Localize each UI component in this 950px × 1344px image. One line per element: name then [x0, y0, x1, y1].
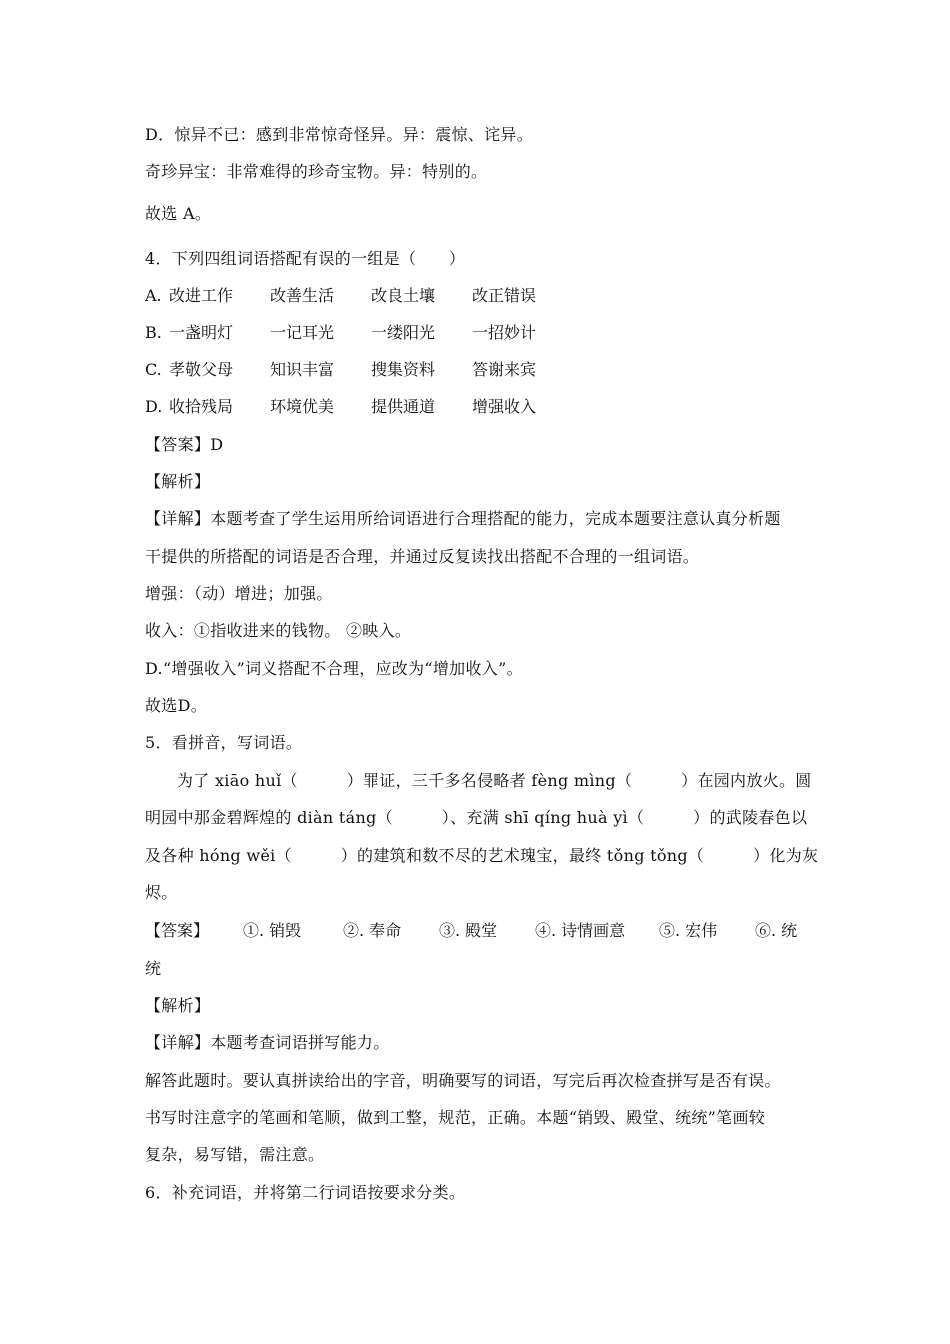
option-label: C.: [145, 360, 162, 379]
answer-wrap: 统: [145, 959, 162, 978]
question-5-text: 烬。: [145, 883, 178, 902]
option-word: 改善生活: [270, 286, 335, 305]
option-word: 孝敬父母: [169, 360, 234, 379]
question-4: 4．下列四组词语搭配有误的一组是（ ）: [145, 249, 466, 268]
option-word: 环境优美: [270, 397, 335, 416]
option-d: [145, 396, 573, 418]
option-word: 一记耳光: [270, 323, 335, 342]
text-line: D．惊异不已：感到非常惊奇怪异。异：震惊、诧异。: [145, 125, 534, 144]
text-line: 奇珍异宝：非常难得的珍奇宝物。异：特别的。: [145, 162, 488, 181]
detail-line: 增强：（动）增进；加强。: [145, 584, 333, 603]
detail-line: 书写时注意字的笔画和笔顺，做到工整，规范，正确。本题“销毁、殿堂、统统”笔画较: [145, 1108, 766, 1127]
question-5: 5．看拼音，写词语。: [145, 733, 303, 752]
option-word: 改正错误: [472, 286, 537, 305]
detail-line: 故选D。: [145, 696, 208, 715]
analysis-heading: 【解析】: [145, 996, 211, 1015]
option-word: 提供通道: [371, 397, 436, 416]
answer-item: ⑥. 统: [755, 921, 798, 940]
option-word: 改良土壤: [371, 286, 436, 305]
option-word: 一缕阳光: [371, 323, 436, 342]
detail-line: D.“增强收入”词义搭配不合理，应改为“增加收入”。: [145, 659, 523, 678]
option-word: 知识丰富: [270, 360, 335, 379]
detail-line: 【详解】本题考查了学生运用所给词语进行合理搭配的能力，完成本题要注意认真分析题: [145, 509, 781, 528]
answer-item: ⑤. 宏伟: [659, 921, 718, 940]
detail-line: 收入：①指收进来的钱物。 ②映入。: [145, 621, 412, 640]
answer-label: 【答案】: [145, 921, 210, 940]
question-5-text: 明园中那金碧辉煌的 diàn táng（ ）、充满 shī qíng huà yì（ ）的武陵春色以: [145, 808, 808, 827]
answer-line: 【答案】D: [145, 435, 224, 454]
answer-item: ②. 奉命: [343, 921, 402, 940]
detail-line: 干提供的所搭配的词语是否合理，并通过反复读找出搭配不合理的一组词语。: [145, 547, 700, 566]
answer-item: ①. 销毁: [243, 921, 302, 940]
question-6: 6．补充词语，并将第二行词语按要求分类。: [145, 1183, 466, 1202]
option-word: 收拾残局: [169, 397, 234, 416]
detail-line: 解答此题时。要认真拼读给出的字音，明确要写的词语，写完后再次检查拼写是否有误。: [145, 1071, 781, 1090]
answer-item: ③. 殿堂: [439, 921, 498, 940]
answer-item: ④. 诗情画意: [535, 921, 626, 940]
option-word: 搜集资料: [371, 360, 436, 379]
option-word: 增强收入: [472, 397, 537, 416]
detail-line: 复杂，易写错，需注意。: [145, 1145, 325, 1164]
option-b: [145, 322, 573, 344]
option-label: A.: [145, 286, 162, 305]
detail-line: 【详解】本题考查词语拼写能力。: [145, 1033, 390, 1052]
analysis-heading: 【解析】: [145, 472, 211, 491]
question-5-text: 及各种 hóng wěi（ ）的建筑和数不尽的艺术瑰宝，最终 tǒng tǒng（ ）化为灰: [145, 846, 819, 865]
option-a: [145, 285, 573, 307]
text-line: 故选 A。: [145, 204, 212, 223]
option-label: D.: [145, 397, 163, 416]
answer-row: [145, 920, 797, 942]
option-word: 一招妙计: [472, 323, 537, 342]
option-label: B.: [145, 323, 162, 342]
option-word: 一盏明灯: [169, 323, 234, 342]
option-c: [145, 359, 573, 381]
question-5-text: 为了 xiāo huǐ（ ）罪证，三千多名侵略者 fèng mìng（ ）在园内放火。圆: [177, 771, 812, 790]
option-word: 改进工作: [169, 286, 234, 305]
option-word: 答谢来宾: [472, 360, 537, 379]
